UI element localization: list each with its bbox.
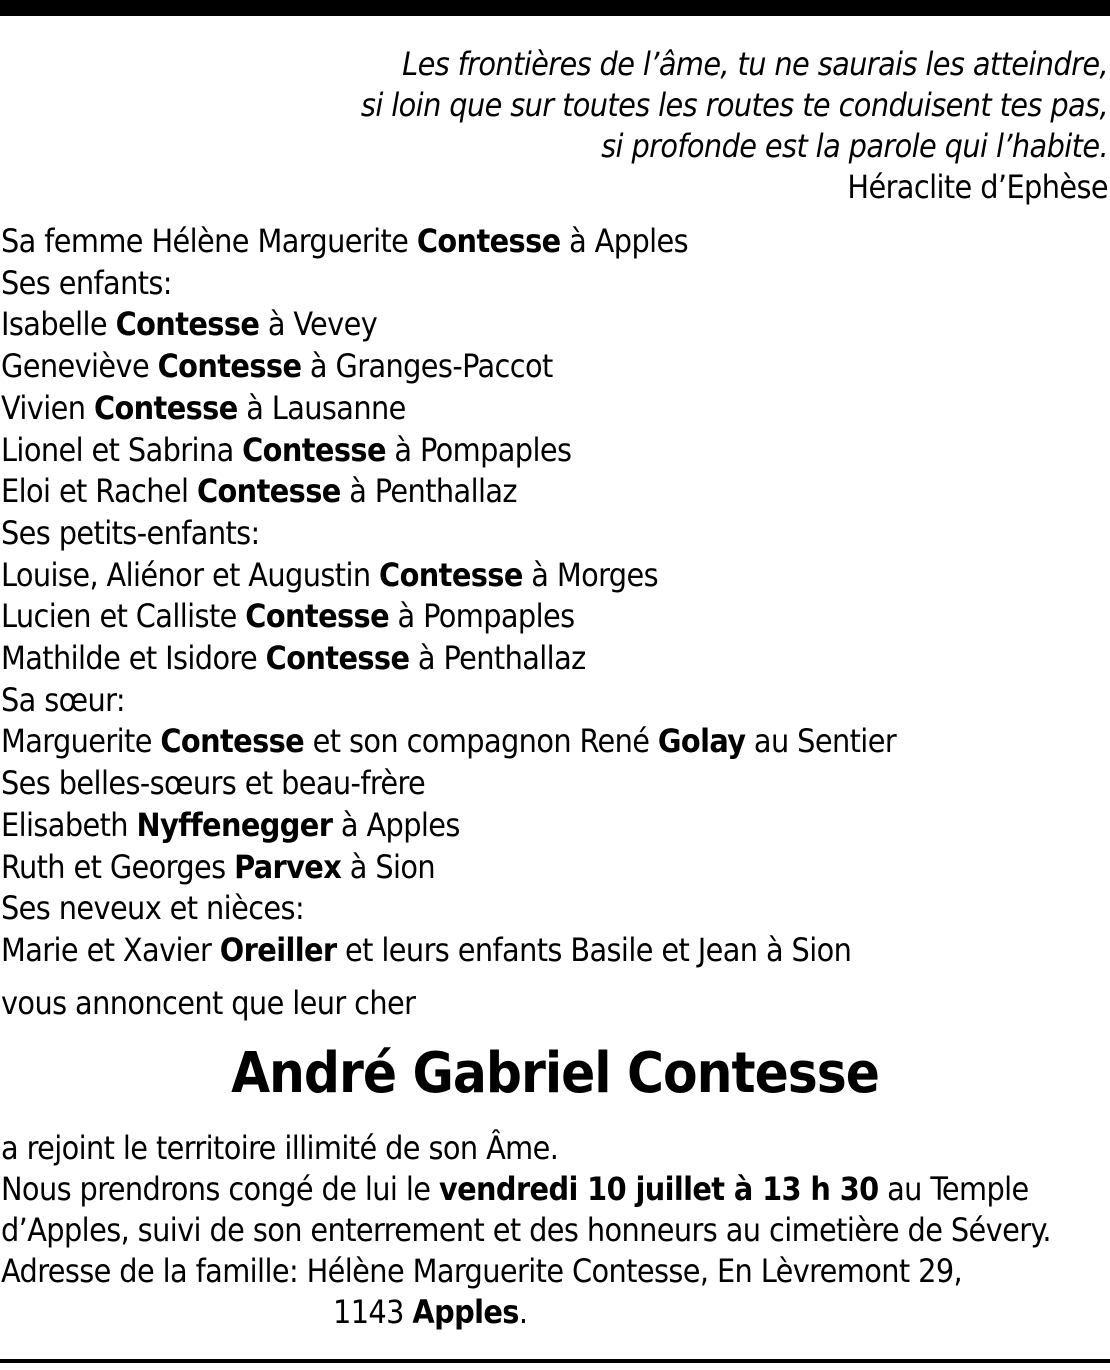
family-heading: Sa sœur:	[1, 680, 125, 719]
surname: Contesse	[115, 305, 260, 344]
deceased-name: André Gabriel Contesse	[231, 1041, 879, 1106]
family-line	[1, 346, 896, 388]
closing-line: d’Apples, suivi de son enterrement et des honneurs au cimetière de Sévery.	[1, 1211, 1051, 1249]
location: à Penthallaz	[409, 639, 586, 678]
family-line	[1, 304, 896, 346]
location: à Pompaples	[389, 597, 575, 636]
epigraph-line: si loin que sur toutes les routes te conduisent tes pas,	[360, 86, 1108, 124]
location: à Vevey	[259, 305, 378, 344]
surname: Contesse	[245, 597, 390, 636]
family-heading: Ses enfants:	[1, 263, 172, 302]
surname: Oreiller	[219, 930, 337, 969]
family-line	[1, 930, 896, 972]
ceremony-intro: Nous prendrons congé de lui le	[1, 1170, 439, 1208]
given-names: Elisabeth	[1, 805, 137, 844]
given-names: Lucien et Calliste	[1, 597, 246, 636]
epigraph-line: Les frontières de l’âme, tu ne saurais les atteindre,	[402, 45, 1108, 83]
surname: Contesse	[157, 347, 302, 386]
given-names: Sa femme Hélène Marguerite	[1, 222, 417, 260]
town: Apples	[412, 1293, 519, 1331]
location: à Sion	[341, 847, 436, 886]
given-names: Vivien	[1, 388, 94, 427]
given-names: Mathilde et Isidore	[1, 639, 266, 678]
given-names: Marie et Xavier	[1, 930, 220, 969]
family-line	[1, 430, 896, 472]
given-names: Marguerite	[1, 722, 161, 761]
surname: Parvex	[234, 847, 342, 886]
family-line	[1, 221, 896, 263]
surname: Contesse	[379, 555, 523, 594]
family-heading: Ses petits-enfants:	[1, 513, 260, 552]
surname: Contesse	[242, 430, 386, 469]
closing-line: a rejoint le territoire illimité de son Âme.	[1, 1129, 559, 1167]
family-line	[1, 555, 896, 597]
epigraph-author: Héraclite d’Ephèse	[847, 168, 1108, 206]
location: et leurs enfants Basile et Jean à Sion	[336, 930, 852, 969]
given-names: Isabelle	[1, 305, 116, 344]
location: à Lausanne	[237, 388, 406, 427]
family-list	[1, 221, 896, 972]
given-names: Lionel et Sabrina	[1, 430, 243, 469]
surname: Contesse	[265, 639, 410, 678]
family-line	[1, 638, 896, 680]
surname: Contesse	[160, 722, 305, 761]
epigraph-line: si profonde est la parole qui l’habite.	[601, 127, 1108, 165]
bottom-rule	[0, 1359, 1110, 1363]
address-locality	[1, 1292, 1109, 1333]
location: à Pompaples	[385, 430, 572, 469]
top-rule	[0, 0, 1110, 16]
family-line	[1, 847, 896, 889]
location: à Morges	[522, 555, 659, 594]
surname: Golay	[657, 722, 746, 761]
surname: Contesse	[93, 388, 238, 427]
location: à Penthallaz	[340, 472, 517, 511]
family-address: Adresse de la famille: Hélène Marguerite Contesse, En Lèvremont 29,	[1, 1252, 963, 1290]
family-line	[1, 388, 896, 430]
epigraph	[361, 44, 1108, 208]
announcement-text: vous annoncent que leur cher	[1, 984, 416, 1022]
given-names: Ruth et Georges	[1, 847, 235, 886]
family-heading: Ses belles-sœurs et beau-frère	[1, 764, 426, 803]
location: à Granges-Paccot	[301, 347, 553, 386]
family-line	[1, 721, 896, 763]
ceremony-line	[1, 1169, 1109, 1210]
family-line	[1, 805, 896, 847]
surname: Contesse	[196, 472, 341, 511]
location: au Sentier	[745, 722, 897, 761]
family-line	[1, 471, 896, 513]
given-names: Louise, Aliénor et Augustin	[1, 555, 380, 594]
family-line	[1, 596, 896, 638]
period: .	[518, 1293, 528, 1331]
location: à Apples	[560, 222, 689, 260]
relation-text: et son compagnon René	[304, 722, 658, 761]
ceremony-place: au Temple	[878, 1170, 1029, 1208]
postal-code: 1143	[333, 1293, 413, 1331]
ceremony-date: vendredi 10 juillet à 13 h 30	[438, 1170, 879, 1208]
given-names: Eloi et Rachel	[1, 472, 197, 511]
surname: Nyffenegger	[136, 805, 333, 844]
closing-paragraph	[1, 1128, 1109, 1333]
given-names: Geneviève	[1, 347, 158, 386]
surname: Contesse	[416, 222, 561, 260]
location: à Apples	[332, 805, 460, 844]
family-heading: Ses neveux et nièces:	[1, 889, 305, 928]
